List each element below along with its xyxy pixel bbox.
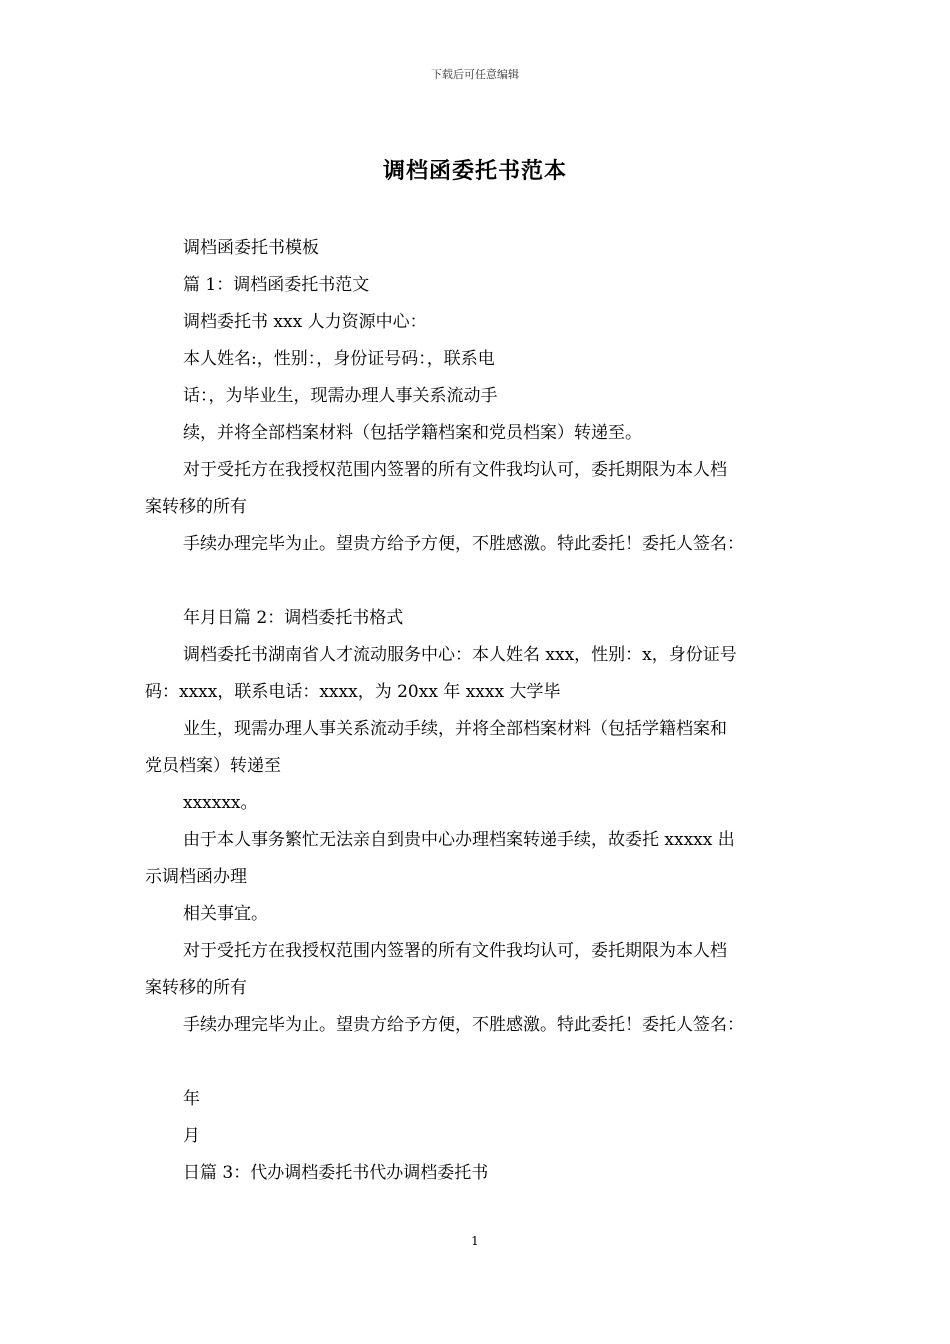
- body-line: 年月日篇 2：调档委托书格式: [183, 608, 404, 628]
- body-line: 续，并将全部档案材料（包括学籍档案和党员档案）转递至。: [183, 423, 642, 443]
- page-number: 1: [471, 1234, 479, 1248]
- body-line: 调档函委托书模板: [183, 238, 319, 258]
- body-line: 对于受托方在我授权范围内签署的所有文件我均认可，委托期限为本人档: [183, 460, 727, 480]
- blank-line: [145, 563, 825, 600]
- body-line: 调档委托书 xxx 人力资源中心：: [183, 312, 427, 332]
- body-line: 手续办理完毕为止。望贵方给予方便，不胜感激。特此委托！委托人签名：: [183, 1015, 744, 1035]
- body-line: xxxxxx。: [183, 793, 258, 813]
- body-line: 本人姓名:，性别：，身份证号码：，联系电: [183, 349, 495, 369]
- body-line: 由于本人事务繁忙无法亲自到贵中心办理档案转递手续，故委托 xxxxx 出: [183, 830, 735, 850]
- body-line: 相关事宜。: [183, 904, 268, 924]
- document-title: 调档函委托书范本: [382, 158, 567, 184]
- body-line: 码：xxxx，联系电话：xxxx，为 20xx 年 xxxx 大学毕: [145, 682, 561, 702]
- body-line: 案转移的所有: [145, 497, 247, 517]
- body-line: 党员档案）转递至: [145, 756, 281, 776]
- body-line: 调档委托书湖南省人才流动服务中心：本人姓名 xxx，性别：x，身份证号: [183, 645, 737, 665]
- body-line: 日篇 3：代办调档委托书代办调档委托书: [183, 1163, 489, 1183]
- body-line: 话：，为毕业生，现需办理人事关系流动手: [183, 386, 498, 406]
- page-header-note: 下载后可任意编辑: [431, 68, 519, 81]
- body-line: 月: [183, 1126, 200, 1146]
- body-line: 案转移的所有: [145, 978, 247, 998]
- body-line: 手续办理完毕为止。望贵方给予方便，不胜感激。特此委托！委托人签名：: [183, 534, 744, 554]
- blank-line: [145, 1044, 825, 1081]
- body-line: 篇 1：调档函委托书范文: [183, 275, 370, 295]
- document-body: [145, 230, 825, 1192]
- body-line: 示调档函办理: [145, 867, 247, 887]
- body-line: 业生，现需办理人事关系流动手续，并将全部档案材料（包括学籍档案和: [183, 719, 727, 739]
- body-line: 年: [183, 1089, 200, 1109]
- body-line: 对于受托方在我授权范围内签署的所有文件我均认可，委托期限为本人档: [183, 941, 727, 961]
